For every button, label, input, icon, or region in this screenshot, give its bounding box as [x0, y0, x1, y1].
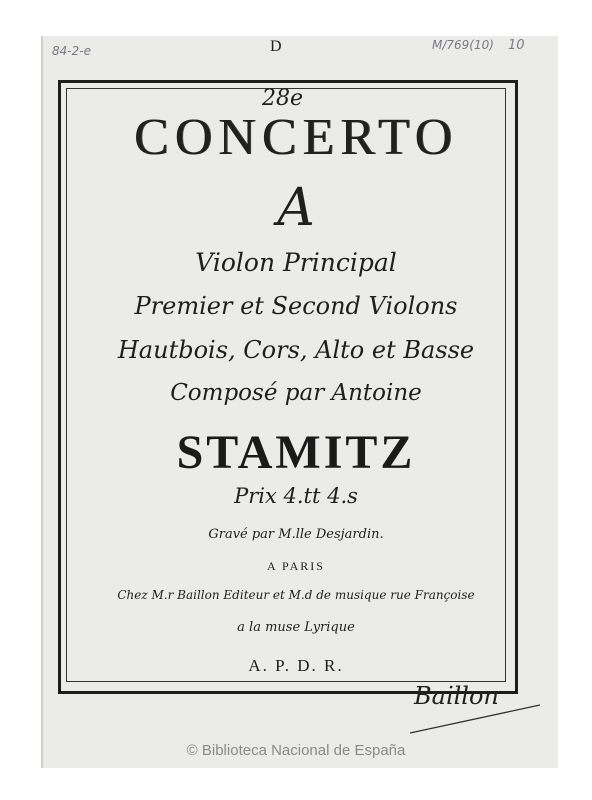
composer-name: STAMITZ: [176, 426, 416, 479]
catalog-pencil-mark: 84-2-e: [52, 44, 91, 58]
volume-number: 28e: [262, 86, 304, 111]
shelfmark: M/769(10): [432, 38, 494, 52]
instrument-line-3: Hautbois, Cors, Alto et Basse: [117, 336, 475, 364]
instrument-line-2: Premier et Second Violons: [134, 292, 458, 320]
engraver: Gravé par M.lle Desjardin.: [208, 527, 384, 542]
title: CONCERTO: [133, 109, 459, 166]
publisher: Chez M.r Baillon Editeur et M.d de musique rue Françoise: [117, 588, 475, 602]
price: Prix 4.tt 4.s: [234, 484, 358, 508]
city: A PARIS: [267, 559, 325, 573]
composer-line: Composé par Antoine: [170, 380, 422, 406]
title-a: A: [277, 178, 315, 238]
address: a la muse Lyrique: [237, 620, 355, 635]
copyright-watermark: © Biblioteca Nacional de España: [186, 742, 406, 759]
top-letter: D: [270, 38, 282, 55]
folio-number: 10: [508, 38, 525, 53]
signature: Baillon: [414, 682, 499, 710]
privilege: A. P. D. R.: [248, 656, 344, 675]
instrument-line-1: Violon Principal: [195, 248, 397, 277]
